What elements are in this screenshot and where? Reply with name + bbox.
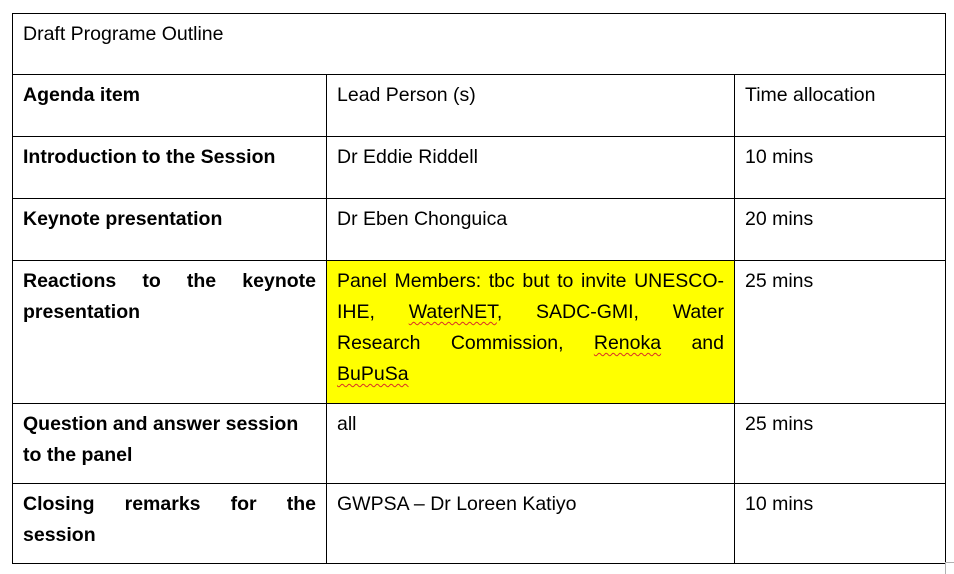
table-title[interactable]: Draft Programe Outline [13, 14, 946, 75]
agenda-cell[interactable]: Keynote presentation [13, 199, 327, 261]
lead-text-part: , SADC-GMI, Water Research Commission, [337, 301, 724, 354]
spellcheck-flagged-word: BuPuSa [337, 363, 409, 385]
title-row [13, 14, 946, 75]
agenda-cell[interactable]: Reactions to the keynote presentation [13, 261, 327, 404]
lead-cell[interactable]: GWPSA – Dr Loreen Katiyo [327, 484, 735, 564]
header-row [13, 75, 946, 137]
table-row [13, 484, 946, 564]
table-row [13, 404, 946, 484]
spellcheck-flagged-word: Renoka [593, 332, 662, 354]
time-cell[interactable]: 10 mins [735, 137, 946, 199]
table-row [13, 261, 946, 404]
lead-cell[interactable]: Dr Eben Chonguica [327, 199, 735, 261]
page-corner-marker [945, 562, 954, 574]
lead-text-part: and [661, 332, 724, 354]
agenda-cell[interactable]: Closing remarks for the session [13, 484, 327, 564]
agenda-cell[interactable]: Introduction to the Session [13, 137, 327, 199]
time-cell[interactable]: 25 mins [735, 404, 946, 484]
header-agenda-item[interactable]: Agenda item [13, 75, 327, 137]
time-cell[interactable]: 20 mins [735, 199, 946, 261]
lead-cell[interactable]: all [327, 404, 735, 484]
programme-outline-table [12, 13, 946, 564]
time-cell[interactable]: 25 mins [735, 261, 946, 404]
agenda-cell[interactable]: Question and answer session to the panel [13, 404, 327, 484]
time-cell[interactable]: 10 mins [735, 484, 946, 564]
lead-text-part: Panel Members: tbc but to invite UNESCO-IHE, [337, 270, 724, 323]
spellcheck-flagged-word: WaterNET [408, 301, 497, 323]
header-time-allocation[interactable]: Time allocation [735, 75, 946, 137]
lead-cell[interactable]: Dr Eddie Riddell [327, 137, 735, 199]
table-row [13, 137, 946, 199]
table-row [13, 199, 946, 261]
header-lead-person[interactable]: Lead Person (s) [327, 75, 735, 137]
lead-cell-highlighted[interactable] [327, 261, 735, 404]
